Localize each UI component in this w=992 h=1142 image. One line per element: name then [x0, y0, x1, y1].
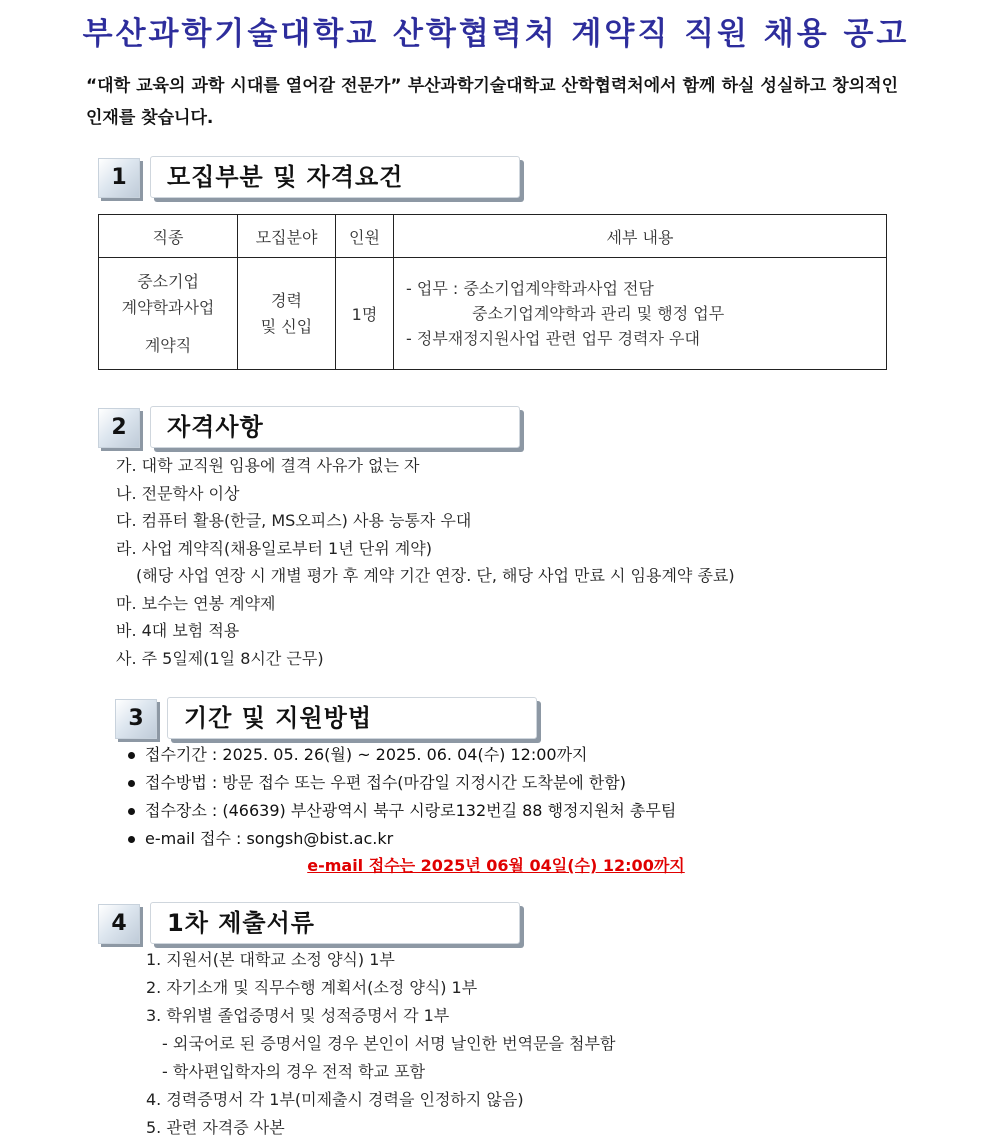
- recruitment-table: [98, 214, 887, 370]
- list-item-note: - 학사편입학자의 경우 전적 학교 포함: [162, 1062, 426, 1081]
- cell-count: 1명: [336, 258, 394, 370]
- section-number: 1: [98, 158, 140, 198]
- section-number: 4: [98, 904, 140, 944]
- bullet-icon: [128, 808, 135, 815]
- list-item: 다. 컴퓨터 활용(한글, MS오피스) 사용 능통자 우대: [116, 511, 472, 530]
- section-header-1: [98, 156, 520, 200]
- list-item: 라. 사업 계약직(채용일로부터 1년 단위 계약): [116, 538, 432, 558]
- qualifications-list: [116, 452, 735, 672]
- application-list: [128, 741, 676, 853]
- documents-list: [146, 946, 615, 1142]
- header-field: 모집분야: [238, 215, 336, 258]
- list-item-note: - 외국어로 된 증명서일 경우 본인이 서명 날인한 번역문을 첨부함: [162, 1034, 616, 1053]
- section-number: 3: [115, 699, 157, 739]
- header-detail: 세부 내용: [394, 215, 887, 258]
- cell-job: 중소기업 계약학과사업 계약직: [99, 258, 238, 370]
- list-item: 바. 4대 보험 적용: [116, 621, 240, 640]
- email-deadline-notice: e-mail 접수는 2025년 06월 04일(수) 12:00까지: [307, 856, 685, 875]
- list-item: 5. 관련 자격증 사본: [146, 1118, 285, 1137]
- list-item: 4. 경력증명서 각 1부(미제출시 경력을 인정하지 않음): [146, 1090, 524, 1109]
- list-item: 접수방법 : 방문 접수 또는 우편 접수(마감일 지정시간 도착분에 한함): [128, 769, 676, 797]
- cell-detail: - 업무 : 중소기업계약학과사업 전담 중소기업계약학과 관리 및 행정 업무 - 정부재정지원사업 관련 업무 경력자 우대: [394, 258, 887, 370]
- list-item: e-mail 접수 : songsh@bist.ac.kr: [128, 825, 676, 853]
- section-title: 자격사항: [150, 406, 520, 448]
- list-item: 마. 보수는 연봉 계약제: [116, 593, 276, 613]
- section-title: 기간 및 지원방법: [167, 697, 537, 739]
- section-number: 2: [98, 408, 140, 448]
- page-title: 부산과학기술대학교 산학협력처 계약직 직원 채용 공고: [82, 16, 910, 52]
- section-title: 모집부분 및 자격요건: [150, 156, 520, 198]
- bullet-icon: [128, 836, 135, 843]
- list-item: 가. 대학 교직원 임용에 결격 사유가 없는 자: [116, 456, 420, 475]
- section-title: 1차 제출서류: [150, 902, 520, 944]
- intro-text: “대학 교육의 과학 시대를 열어갈 전문가” 부산과학기술대학교 산학협력처에서 함께 하실 성실하고 창의적인 인재를 찾습니다.: [86, 76, 898, 128]
- table-row: [99, 258, 887, 370]
- section-header-4: [98, 902, 520, 946]
- list-item: 1. 지원서(본 대학교 소정 양식) 1부: [146, 950, 395, 969]
- header-job: 직종: [99, 215, 238, 258]
- list-item-note: (해당 사업 연장 시 개별 평가 후 계약 기간 연장. 단, 해당 사업 만료 시 임용계약 종료): [136, 566, 735, 585]
- list-item: 접수기간 : 2025. 05. 26(월) ~ 2025. 06. 04(수) 12:00까지: [128, 741, 676, 769]
- bullet-icon: [128, 780, 135, 787]
- bullet-icon: [128, 752, 135, 759]
- list-item: 나. 전문학사 이상: [116, 483, 240, 503]
- section-header-2: [98, 406, 520, 450]
- list-item: 접수장소 : (46639) 부산광역시 북구 시랑로132번길 88 행정지원처 총무팀: [128, 797, 676, 825]
- list-item: 2. 자기소개 및 직무수행 계획서(소정 양식) 1부: [146, 978, 478, 997]
- list-item: 사. 주 5일제(1일 8시간 근무): [116, 648, 324, 668]
- header-count: 인원: [336, 215, 394, 258]
- list-item: 3. 학위별 졸업증명서 및 성적증명서 각 1부: [146, 1006, 450, 1025]
- cell-field: 경력 및 신입: [238, 258, 336, 370]
- section-header-3: [115, 697, 537, 741]
- table-header-row: [99, 215, 887, 258]
